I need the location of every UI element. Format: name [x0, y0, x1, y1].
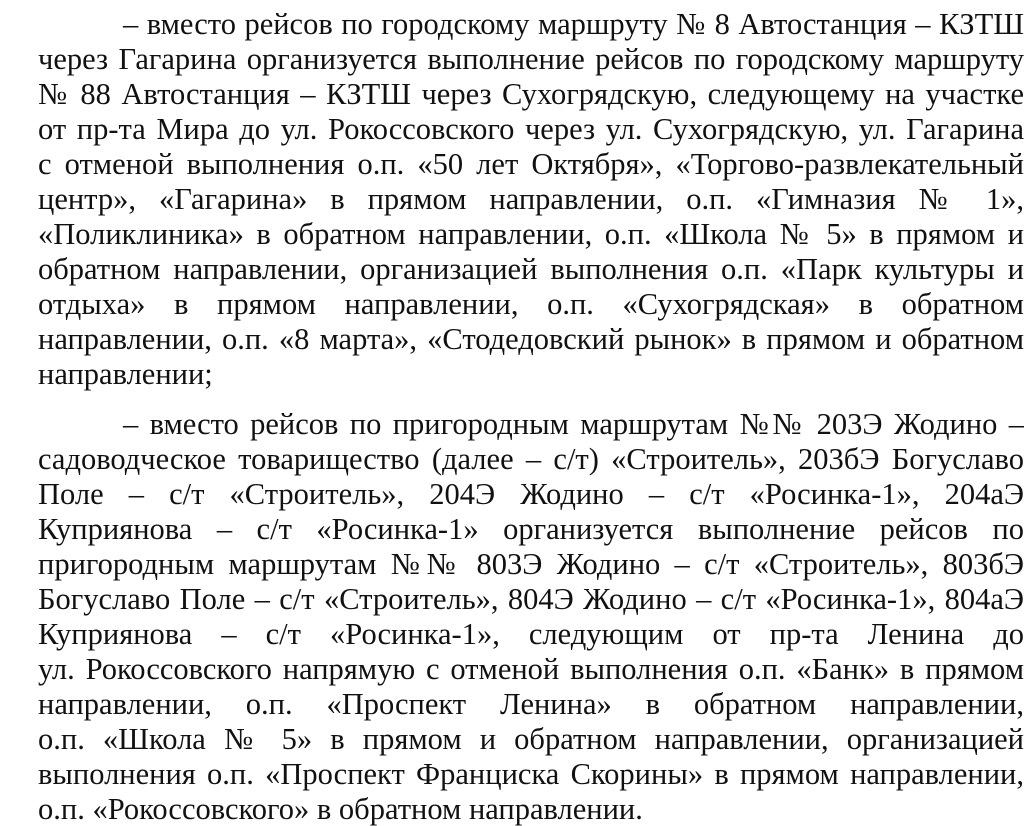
paragraph-2-line-11: выполнения о.п. «Проспект Франциска Скорины» в прямом направлении,: [38, 757, 1024, 791]
paragraph-1-line-7: «Поликлиника» в обратном направлении, о.п. «Школа № 5» в прямом и: [38, 217, 1024, 251]
paragraph-2-line-8: ул. Рокоссовского напрямую с отменой выполнения о.п. «Банк» в прямом: [38, 652, 1024, 686]
paragraph-2-line-12: о.п. «Рокоссовского» в обратном направлении.: [38, 792, 643, 826]
paragraph-2-line-7: Куприянова – с/т «Росинка-1», следующим от пр-та Ленина до: [38, 617, 1024, 651]
paragraph-2-line-5: пригородным маршрутам №№ 803Э Жодино – с/т «Строитель», 803бЭ: [38, 547, 1024, 581]
paragraph-2-line-3: Поле – с/т «Строитель», 204Э Жодино – с/т «Росинка-1», 204аЭ: [38, 477, 1024, 511]
paragraph-2-line-9: направлении, о.п. «Проспект Ленина» в обратном направлении,: [38, 687, 1024, 721]
paragraph-1-line-5: с отменой выполнения о.п. «50 лет Октября», «Торгово-развлекательный: [38, 147, 1024, 181]
paragraph-2-line-1: – вместо рейсов по пригородным маршрутам №№ 203Э Жодино –: [123, 407, 1024, 441]
paragraph-1-line-10: направлении, о.п. «8 марта», «Стодедовский рынок» в прямом и обратном: [38, 322, 1024, 356]
paragraph-2-line-2: садоводческое товарищество (далее – с/т) «Строитель», 203бЭ Богуславо: [38, 442, 1024, 476]
paragraph-1-line-3: № 88 Автостанция – КЗТШ через Сухогрядскую, следующему на участке: [38, 77, 1024, 111]
paragraph-1-line-4: от пр-та Мира до ул. Рокоссовского через ул. Сухогрядскую, ул. Гагарина: [38, 112, 1024, 146]
paragraph-2-line-6: Богуславо Поле – с/т «Строитель», 804Э Жодино – с/т «Росинка-1», 804аЭ: [38, 582, 1024, 616]
paragraph-1-line-11: направлении;: [38, 357, 213, 391]
paragraph-1-line-8: обратном направлении, организацией выполнения о.п. «Парк культуры и: [38, 252, 1024, 286]
paragraph-1-line-2: через Гагарина организуется выполнение рейсов по городскому маршруту: [38, 42, 1024, 76]
paragraph-1-line-6: центр», «Гагарина» в прямом направлении, о.п. «Гимназия № 1»,: [38, 182, 1024, 216]
paragraph-2-line-4: Куприянова – с/т «Росинка-1» организуется выполнение рейсов по: [38, 512, 1024, 546]
paragraph-2-line-10: о.п. «Школа № 5» в прямом и обратном направлении, организацией: [38, 722, 1024, 756]
paragraph-1-line-1: – вместо рейсов по городскому маршруту № 8 Автостанция – КЗТШ: [123, 7, 1024, 41]
paragraph-1-line-9: отдыха» в прямом направлении, о.п. «Сухогрядская» в обратном: [38, 287, 1024, 321]
